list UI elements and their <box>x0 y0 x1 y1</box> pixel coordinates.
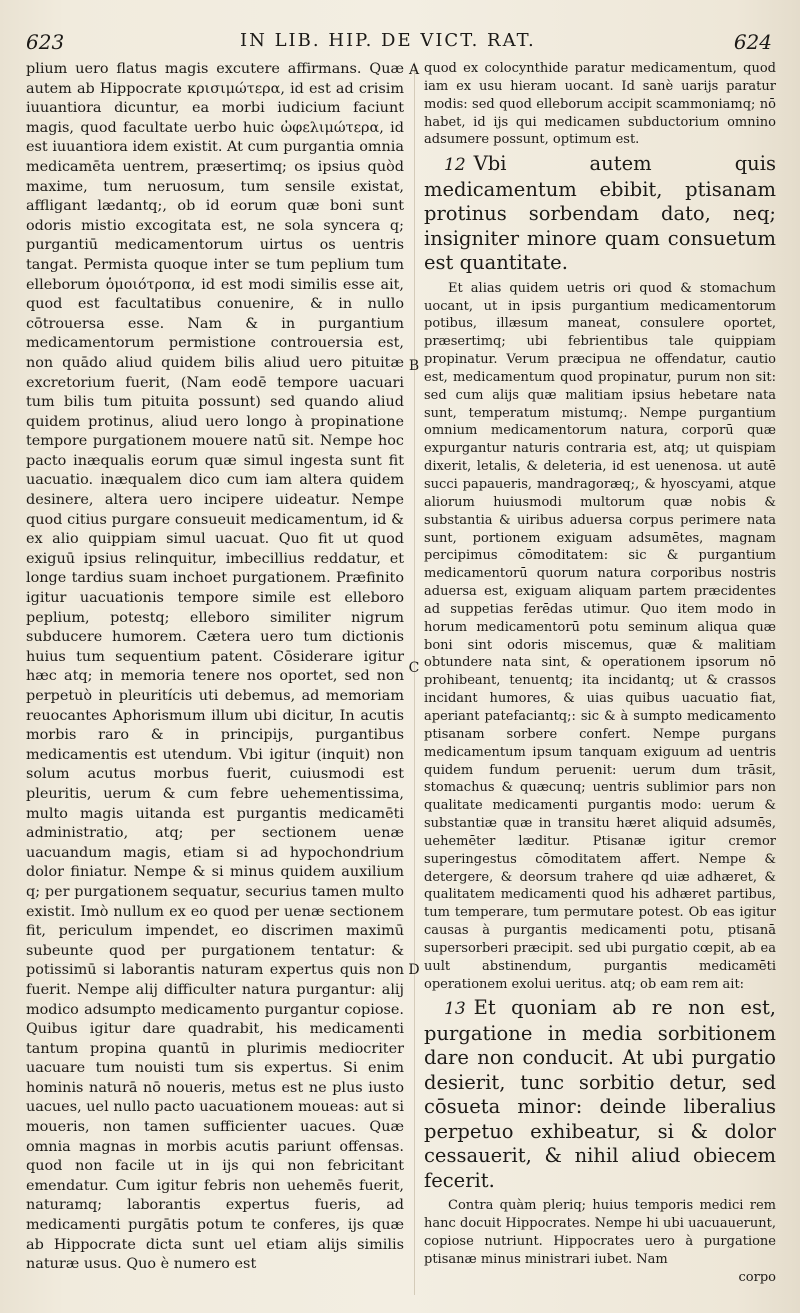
page-header <box>0 30 800 58</box>
column-divider <box>414 62 415 1295</box>
section-12 <box>424 152 776 276</box>
margin-letter-d: D <box>408 962 420 978</box>
running-head: IN LIB. HIP. DE VICT. RAT. <box>240 30 536 51</box>
catchword: corpo <box>738 1269 776 1285</box>
left-column-text: plium uero flatus magis excutere affirmans. Quæ autem ab Hippocrate κρισιμώτερα, id est ad crisim iuuantiora dicuntur, ea morbi iudicium faciunt magis, quod facultate uerbo huic ὠφελιμώτερα, id est iuuantiora idem existit. At cum purgantia omnia medicamēta uentrem, præsertimq; os ipsius quòd maxime, tum neruosum, tum sensile existat, affligant lædantq;, ob id eorum quæ boni sunt odoris mistio excogitata est, ne sola syncera q; purgantiū medicamentorum uirtus os uentris tangat. Permista quoque inter se tum peplium tum elleborum ὁμοιότροπα, id est modi similis esse ait, quod est facultatibus conuenire, & in nullo cōtrouersa esse. Nam & in purgantium medicamentorum permistione controuersia est, non quādo aliud quidem bilis aliud uero pituitæ excretorium fuerit, (Nam eodē tempore uacuari tum bilis tum pituita possunt) sed quando aliud quidem protinus, aliud uero longo à propinatione tempore purgationem mouere natū sit. Nempe hoc pacto inæqualis eorum quæ simul ingesta sunt fit uacuatio. inæqualem dico cum iam altera quidem desinere, altera uero incipere uideatur. Nempe quod citius purgare consueuit medicamentum, id & ex alio quippiam simul uacuat. Quo fit ut quod exiguū ipsius relinquitur, imbecillius reddatur, et longe tardius suam inchoet purgationem. Præfinito igitur uacuationis tempore simile est elleboro peplium, potestq; elleboro similiter nigrum subducere humorem. Cætera uero tum dictionis huius tum sequentium patent. Cōsiderare igitur hæc atq; in memoria tenere nos oportet, sed non perpetuò in pleuritícis uti debemus, ad memoriam reuocantes Aphorismum illum ubi dicitur, In acutis morbis raro & in principijs, purgantibus medicamentis est utendum. Vbi igitur (inquit) non solum acutus morbus fuerit, cuiusmodi est pleuritis, uerum & cum febre uehementissima, multo magis uitanda est purgantis medicamēti administratio, atq; per sectionem uenæ uacuandum magis, etiam si ad hypochondrium dolor finiatur. Nempe & si minus quidem auxilium q; per purgationem sequatur, securius tamen multo existit. Imò nullum ex eo quod per uenæ sectionem fit, periculum impendet, eo discrimen maximū subeunte quod per purgationem tentatur: & potissimū si laborantis naturam expertus quis non fuerit. Nempe alij difficulter natura purgantur: alij modico adsumpto medicamento purgantur copiose. Quibus igitur dare quadrabit, his medicamenti tantum propina quantū in plurimis mediocriter uacuare tum nouisti tum sis expertus. Si enim hominis naturā nō noueris, metus est ne plus iusto uacues, uel nullo pacto uacuationem moueas: aut si moueris, non tamen sufficienter uacues. Quæ omnia magnas in morbis acutis pariunt offensas. quod non facile ut in ijs qui non febricitant emendatur. Cum igitur febris non uehemēs fuerit, naturamq; laborantis expertus fueris, ad medicamenti purgātis potum te conferes, ijs quæ ab Hippocrate dicta sunt uel etiam alijs similis naturæ usus. Quo è numero est <box>26 61 404 1273</box>
page-number-left: 623 <box>26 30 65 54</box>
left-column <box>26 60 404 1297</box>
margin-letter-b: B <box>408 358 420 374</box>
right-column <box>424 60 776 1297</box>
section-13 <box>424 996 776 1193</box>
margin-letter-a: A <box>408 62 420 78</box>
section-12-number: 12 <box>444 155 466 176</box>
section-13-text: Et quoniam ab re non est, purgatione in media sorbitionem dare non conducit. At ubi purgatio desierit, tunc sorbitio detur, sed cōsueta minor: deinde liberalius perpetuo exhibeatur, si & dolor cessauerit, & nihil aliud obiecem fecerit. <box>424 996 776 1192</box>
margin-letter-c: C <box>408 660 420 676</box>
section-12-text: Vbi autem quis medicamentum ebibit, ptisanam protinus sorbendam dato, neq; insigniter minore quam consuetum est quantitate. <box>424 152 776 275</box>
right-paragraph-3: Contra quàm pleriq; huius temporis medici rem hanc docuit Hippocrates. Nempe hi ubi uacuauerunt, copiose nutriunt. Hippocrates uero à purgatione ptisanæ minus ministrari iubet. Nam <box>424 1198 776 1267</box>
right-paragraph-1: quod ex colocynthide paratur medicamentum, quod iam ex usu hieram uocant. Id sanè uarijs paratur modis: sed quod elleborum accipit scammoniamq; nō habet, id ijs qui medicamen subductorium omnino adsumere possunt, optimum est. <box>424 61 776 148</box>
page-number-right: 624 <box>733 30 772 54</box>
right-paragraph-2: Et alias quidem uetris ori quod & stomachum uocant, ut in ipsis purgantium medicamentorum potibus, illæsum maneat, consulere oportet, præsertimq; ubi febrientibus tale quippiam propinatur. Verum præcipua ne offendatur, cautio est, medicamentum quod propinatur, purum non sit: sed cum alijs quæ malitiam ipsius hebetare nata sunt, temperatum mistumq;. Nempe purgantium omnium medicamentorum natura, corporū quæ expurgantur naturis contraria est, atq; ut quispiam dixerit, letalis, & deleteria, id est uenenosa. ut autē succi papaueris, mandragoræq;, & hyoscyami, atque aliorum huiusmodi multorum quæ nobis & substantia & uiribus aduersa corpus perimere nata sunt, portionem exiguam adsumētes, magnam percipimus cōmoditatem: sic & purgantium medicamentorū quorum natura corporibus nostris aduersa est, exiguam aliquam partem præcidentes ad suppetias ferēdas utimur. Quo item modo in horum medicamentorū potu seminum aliqua quæ boni sint odoris miscemus, quæ & malitiam obtundere nata sint, & operationem ipsorum nō prohibeant, tenuentq; ita incidantq; ut & crassos incidant humores, & uias quibus uacuatio fiat, aperiant patefaciantq;: sic & à sumpto medicamento ptisanam sorbere confert. Nempe purgans medicamentum ipsum tanquam exiguum ad uentris quidem fundum peruenit: uerum dum trāsit, stomachus & quæcunq; uentris sublimior pars non qualitate medicamenti purgantis modo: uerum & substantiæ quæ in transitu hæret aliquid adsumēs, uehemēter læditur. Ptisanæ igitur cremor superingestus cōmoditatem affert. Nempe & detergere, & deorsum trahere qd uiæ adhæret, & qualitatem medicamenti quod his adhæret partibus, tum temperare, tum permutare potest. Ob eas igitur causas à purgantis medicamenti potu, ptisanā supersorberi præcipit. sed ubi purgatio cœpit, ab ea uult abstinendum, purgantis medicamēti operationem exolui ueritus. atq; ob eam rem ait: <box>424 280 776 992</box>
section-13-number: 13 <box>444 999 466 1020</box>
